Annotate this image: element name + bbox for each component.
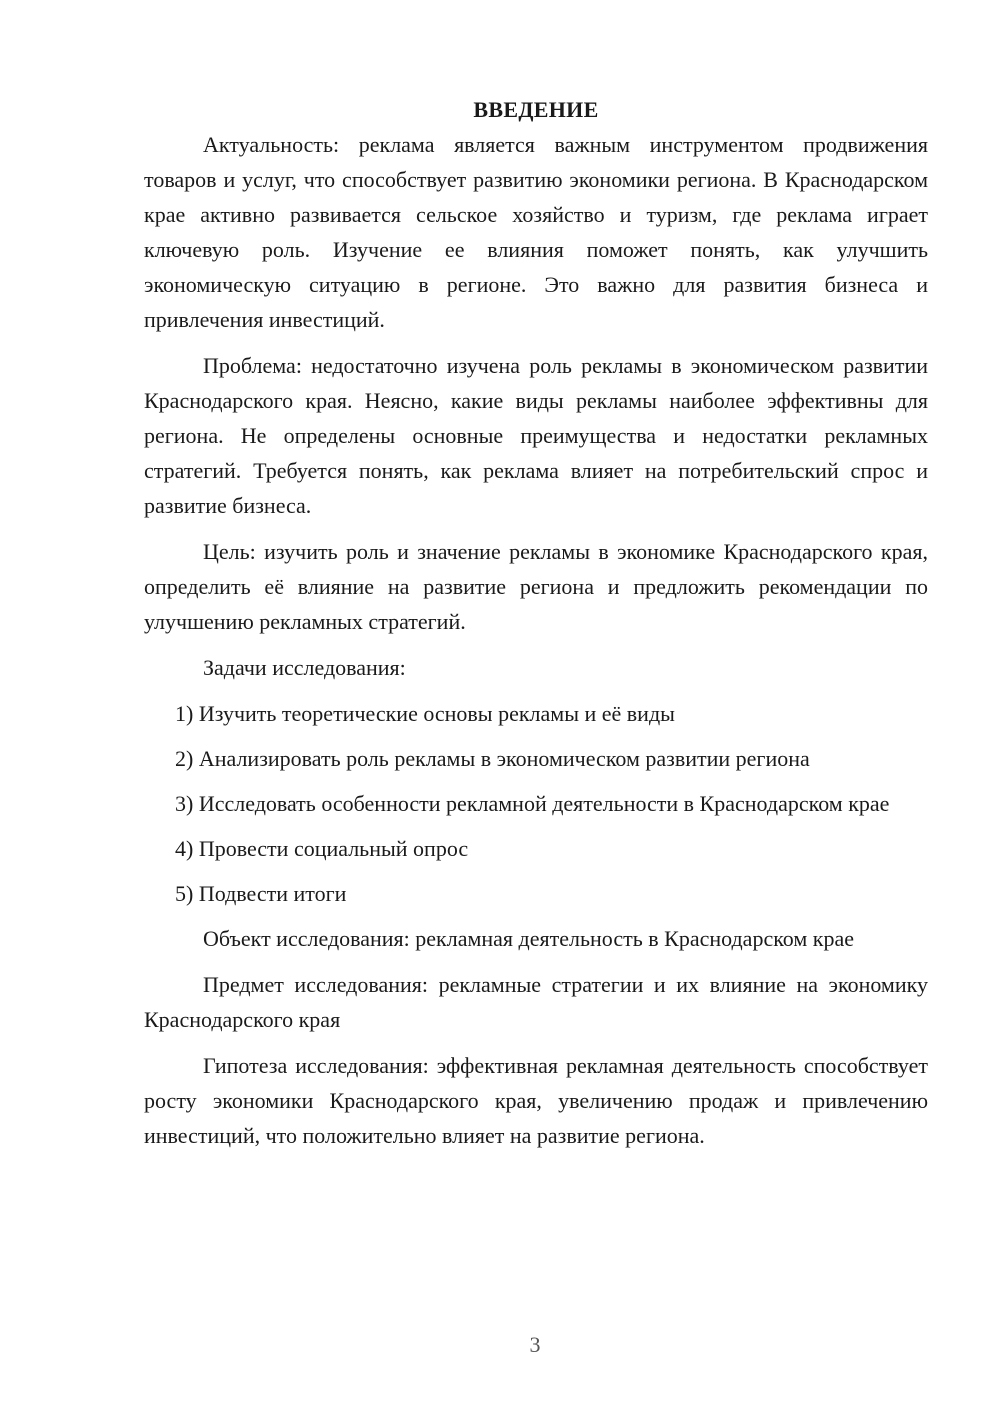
tasks-heading: Задачи исследования: [203,655,406,680]
paragraph-relevance: Актуальность: реклама является важным инструментом продвижения товаров и услуг, что способствует развитию экономики региона. В Краснодарском крае активно развивается сельское хозяйство и туризм, где реклама играет ключевую роль. Изучение ее влияния поможет понять, как улучшить экономическую ситуацию в регионе. Это важно для развития бизнеса и привлечения инвестиций. [144,132,928,332]
task-item: 4) Провести социальный опрос [175,836,469,861]
section-title: ВВЕДЕНИЕ [473,97,599,122]
paragraph-problem: Проблема: недостаточно изучена роль рекламы в экономическом развитии Краснодарского края. Неясно, какие виды рекламы наиболее эффективны для региона. Не определены основные преимущества и недостатки рекламных стратегий. Требуется понять, как реклама влияет на потребительский спрос и развитие бизнеса. [144,353,928,518]
task-item: 3) Исследовать особенности рекламной деятельности в Краснодарском крае [175,791,890,816]
document-page [144,92,928,1164]
page-number: 3 [529,1332,541,1357]
tasks-list [144,696,928,911]
task-item: 2) Анализировать роль рекламы в экономическом развитии региона [175,746,810,771]
paragraph-goal: Цель: изучить роль и значение рекламы в экономике Краснодарского края, определить её влияние на развитие региона и предложить рекомендации по улучшению рекламных стратегий. [144,539,928,634]
paragraph-subject: Предмет исследования: рекламные стратегии и их влияние на экономику Краснодарского края [144,972,928,1032]
paragraph-hypothesis: Гипотеза исследования: эффективная рекламная деятельность способствует росту экономики Краснодарского края, увеличению продаж и привлечению инвестиций, что положительно влияет на развитие региона. [144,1053,928,1148]
task-item: 1) Изучить теоретические основы рекламы и её виды [175,701,675,726]
task-item: 5) Подвести итоги [175,881,347,906]
paragraph-object: Объект исследования: рекламная деятельность в Краснодарском крае [203,926,854,951]
